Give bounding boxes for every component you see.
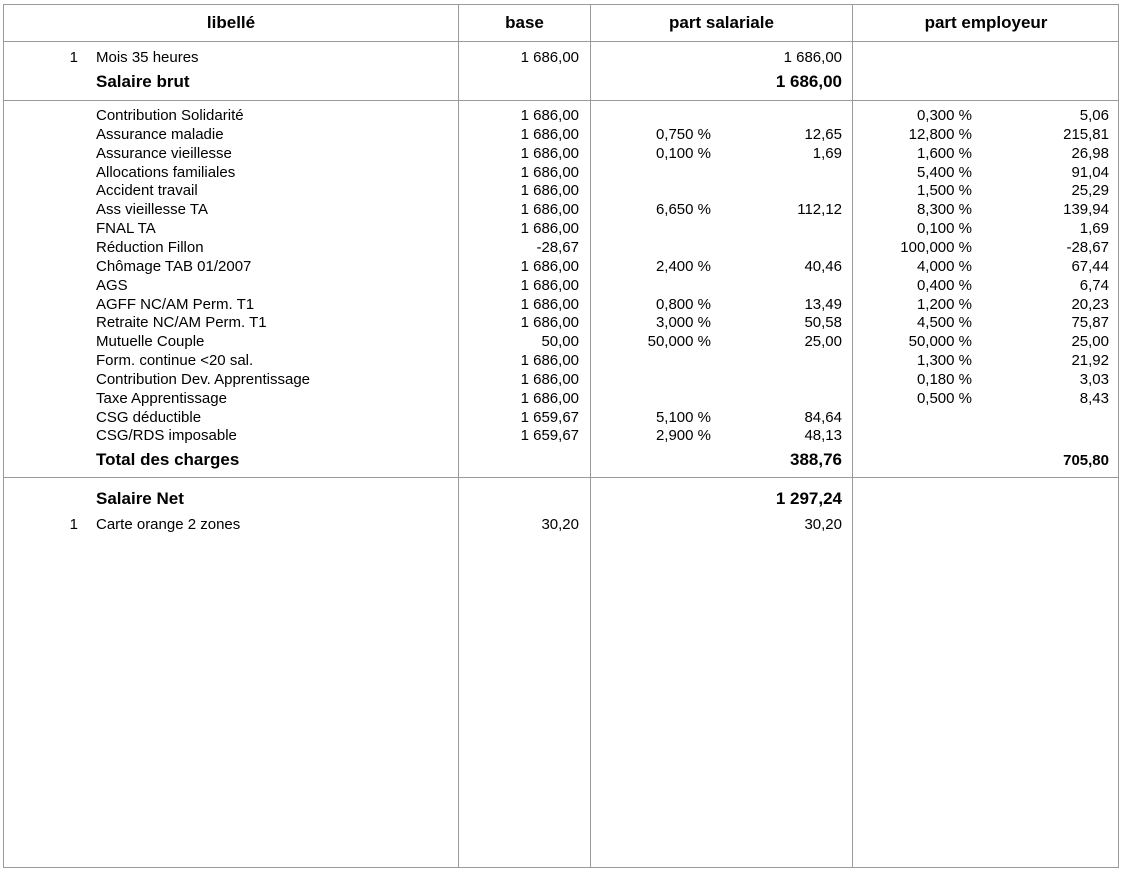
charge-salarial-rate: 0,100 % bbox=[655, 145, 711, 162]
charge-label: Contribution Dev. Apprentissage bbox=[96, 371, 311, 388]
column-divider-base bbox=[458, 4, 459, 868]
column-divider-employeur bbox=[852, 4, 853, 868]
charge-salarial-amount: 12,65 bbox=[804, 126, 842, 143]
gross-line-amount: 1 686,00 bbox=[783, 49, 842, 66]
charge-label: Contribution Solidarité bbox=[96, 107, 244, 124]
charge-label: Assurance vieillesse bbox=[96, 145, 232, 162]
charge-employer-amount: 91,04 bbox=[1071, 164, 1109, 181]
charge-employer-amount: 1,69 bbox=[1079, 220, 1109, 237]
charge-salarial-amount: 13,49 bbox=[804, 296, 842, 313]
charge-label: AGS bbox=[96, 277, 128, 294]
charge-employer-rate: 1,200 % bbox=[916, 296, 972, 313]
charge-base: 1 686,00 bbox=[520, 126, 579, 143]
charge-salarial-rate: 2,400 % bbox=[655, 258, 711, 275]
charge-salarial-rate: 6,650 % bbox=[655, 201, 711, 218]
net-salary-amount: 1 297,24 bbox=[775, 489, 842, 508]
gross-total-amount: 1 686,00 bbox=[775, 72, 842, 91]
charge-label: Form. continue <20 sal. bbox=[96, 352, 254, 369]
charge-employer-amount: 139,94 bbox=[1063, 201, 1109, 218]
header-part-salariale: part salariale bbox=[669, 13, 774, 32]
header-libelle: libellé bbox=[206, 13, 256, 32]
charge-label: Retraite NC/AM Perm. T1 bbox=[96, 314, 267, 331]
charge-label: CSG déductible bbox=[96, 409, 202, 426]
charge-base: 1 686,00 bbox=[520, 107, 579, 124]
charge-label: FNAL TA bbox=[96, 220, 156, 237]
gross-line-base: 1 686,00 bbox=[520, 49, 579, 66]
charge-salarial-rate: 5,100 % bbox=[655, 409, 711, 426]
charge-base: 1 686,00 bbox=[520, 390, 579, 407]
charge-base: 1 686,00 bbox=[520, 296, 579, 313]
charge-employer-rate: 1,500 % bbox=[916, 182, 972, 199]
charge-employer-amount: 20,23 bbox=[1071, 296, 1109, 313]
charges-divider bbox=[3, 477, 1119, 478]
charge-employer-amount: 26,98 bbox=[1071, 145, 1109, 162]
charge-salarial-amount: 112,12 bbox=[797, 201, 842, 218]
charge-base: 1 686,00 bbox=[520, 277, 579, 294]
carte-orange-amount: 30,20 bbox=[804, 516, 842, 533]
charge-base: 1 659,67 bbox=[520, 409, 579, 426]
charge-label: CSG/RDS imposable bbox=[96, 427, 237, 444]
charge-label: Réduction Fillon bbox=[96, 239, 204, 256]
charge-employer-amount: 25,29 bbox=[1071, 182, 1109, 199]
charge-label: Mutuelle Couple bbox=[96, 333, 205, 350]
charge-base: 1 686,00 bbox=[520, 258, 579, 275]
charge-base: 1 686,00 bbox=[520, 182, 579, 199]
charge-label: Ass vieillesse TA bbox=[96, 201, 208, 218]
charge-employer-amount: 67,44 bbox=[1071, 258, 1109, 275]
charge-employer-rate: 4,000 % bbox=[916, 258, 972, 275]
charge-employer-rate: 100,000 % bbox=[900, 239, 972, 256]
charge-base: 50,00 bbox=[541, 333, 579, 350]
charge-employer-rate: 4,500 % bbox=[916, 314, 972, 331]
charge-label: Allocations familiales bbox=[96, 164, 236, 181]
charges-total-salarial: 388,76 bbox=[790, 450, 842, 469]
charge-employer-amount: 6,74 bbox=[1079, 277, 1109, 294]
charge-employer-amount: 8,43 bbox=[1079, 390, 1109, 407]
charge-base: 1 686,00 bbox=[520, 352, 579, 369]
charge-base: 1 686,00 bbox=[520, 164, 579, 181]
charge-salarial-amount: 1,69 bbox=[812, 145, 842, 162]
charge-employer-rate: 12,800 % bbox=[908, 126, 972, 143]
charge-employer-rate: 0,300 % bbox=[916, 107, 972, 124]
charge-salarial-rate: 50,000 % bbox=[647, 333, 711, 350]
charge-employer-amount: 21,92 bbox=[1071, 352, 1109, 369]
charges-total-employeur: 705,80 bbox=[1063, 452, 1109, 469]
charge-employer-amount: 5,06 bbox=[1079, 107, 1109, 124]
charge-base: 1 686,00 bbox=[520, 220, 579, 237]
charge-salarial-rate: 2,900 % bbox=[655, 427, 711, 444]
gross-divider bbox=[3, 100, 1119, 101]
charge-salarial-amount: 84,64 bbox=[804, 409, 842, 426]
charge-employer-rate: 5,400 % bbox=[916, 164, 972, 181]
charge-base: 1 659,67 bbox=[520, 427, 579, 444]
charge-label: AGFF NC/AM Perm. T1 bbox=[96, 296, 255, 313]
charge-employer-rate: 1,300 % bbox=[916, 352, 972, 369]
charge-employer-amount: -28,67 bbox=[1066, 239, 1109, 256]
charge-employer-rate: 0,100 % bbox=[916, 220, 972, 237]
charge-salarial-amount: 50,58 bbox=[804, 314, 842, 331]
charge-label: Accident travail bbox=[96, 182, 198, 199]
charge-employer-rate: 8,300 % bbox=[916, 201, 972, 218]
charge-label: Taxe Apprentissage bbox=[96, 390, 227, 407]
charge-employer-rate: 0,400 % bbox=[916, 277, 972, 294]
gross-total-label: Salaire brut bbox=[96, 72, 190, 91]
charge-employer-rate: 1,600 % bbox=[916, 145, 972, 162]
net-salary-label: Salaire Net bbox=[96, 489, 184, 508]
charge-salarial-amount: 48,13 bbox=[804, 427, 842, 444]
charge-employer-rate: 0,500 % bbox=[916, 390, 972, 407]
charge-employer-amount: 25,00 bbox=[1071, 333, 1109, 350]
charge-base: 1 686,00 bbox=[520, 371, 579, 388]
charge-label: Chômage TAB 01/2007 bbox=[96, 258, 252, 275]
charge-base: 1 686,00 bbox=[520, 314, 579, 331]
carte-orange-number: 1 bbox=[69, 516, 78, 533]
charge-employer-amount: 215,81 bbox=[1063, 126, 1109, 143]
carte-orange-base: 30,20 bbox=[541, 516, 579, 533]
charge-employer-rate: 50,000 % bbox=[908, 333, 972, 350]
charge-salarial-rate: 0,750 % bbox=[655, 126, 711, 143]
charge-employer-amount: 75,87 bbox=[1071, 314, 1109, 331]
charge-employer-amount: 3,03 bbox=[1079, 371, 1109, 388]
charge-salarial-rate: 3,000 % bbox=[655, 314, 711, 331]
gross-line-number: 1 bbox=[69, 49, 78, 66]
carte-orange-label: Carte orange 2 zones bbox=[96, 516, 241, 533]
charge-label: Assurance maladie bbox=[96, 126, 224, 143]
charge-employer-rate: 0,180 % bbox=[916, 371, 972, 388]
charge-base: 1 686,00 bbox=[520, 201, 579, 218]
charge-base: -28,67 bbox=[536, 239, 579, 256]
header-base: base bbox=[505, 13, 544, 32]
column-divider-salariale bbox=[590, 4, 591, 868]
header-part-employeur: part employeur bbox=[924, 13, 1048, 32]
charge-base: 1 686,00 bbox=[520, 145, 579, 162]
charge-salarial-amount: 25,00 bbox=[804, 333, 842, 350]
charges-total-label: Total des charges bbox=[96, 450, 240, 469]
gross-line-label: Mois 35 heures bbox=[96, 49, 199, 66]
header-divider bbox=[3, 41, 1119, 42]
charge-salarial-rate: 0,800 % bbox=[655, 296, 711, 313]
charge-salarial-amount: 40,46 bbox=[804, 258, 842, 275]
